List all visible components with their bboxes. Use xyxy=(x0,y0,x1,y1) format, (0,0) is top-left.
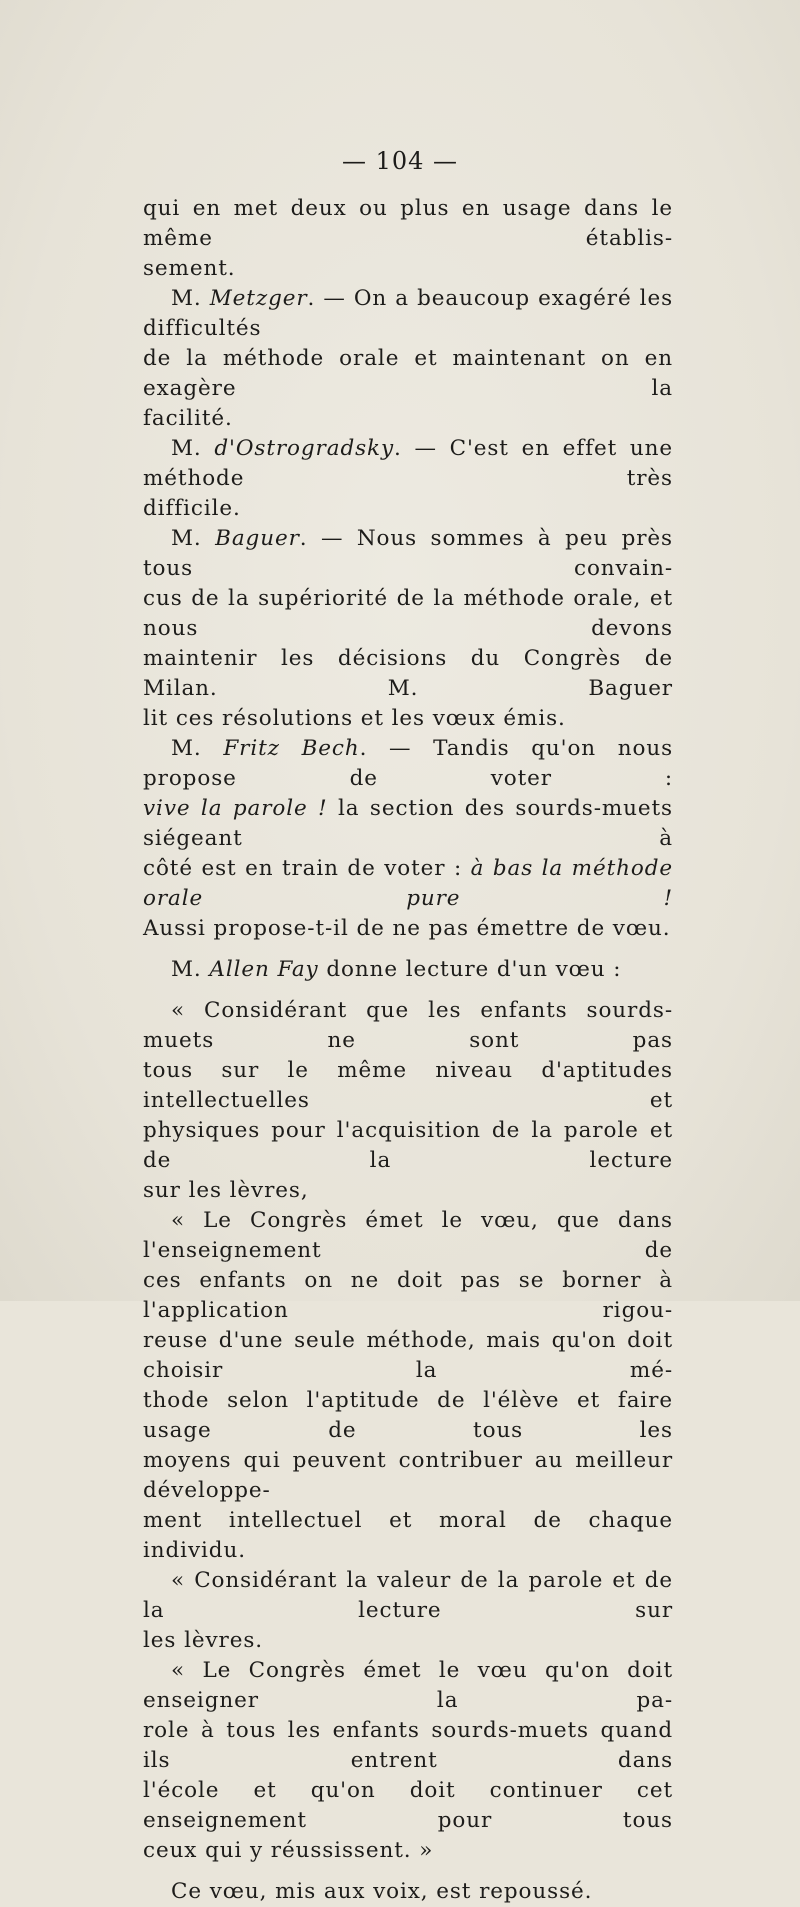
text-line xyxy=(143,734,673,794)
text-line: thode selon l'aptitude de l'élève et faire usage de tous les xyxy=(143,1388,673,1443)
text-line: role à tous les enfants sourds-muets quand ils entrent dans xyxy=(143,1718,673,1773)
text-line: Ce vœu, mis aux voix, est repoussé. xyxy=(171,1879,593,1904)
paragraph-fritz-bech xyxy=(143,734,673,944)
text-line: les lèvres. xyxy=(143,1628,263,1653)
speaker-name: Fritz Bech xyxy=(223,736,360,761)
speaker-prefix: M. xyxy=(171,957,202,982)
text-line xyxy=(143,794,673,854)
speech-text: . — C'est en effet une méthode très xyxy=(143,436,674,491)
paragraph-considerant-1 xyxy=(143,996,673,1206)
text-line: difficile. xyxy=(143,496,241,521)
text-line xyxy=(143,284,673,344)
speaker-prefix: M. xyxy=(171,286,202,311)
speaker-name: Metzger xyxy=(209,286,308,311)
text-line: maintenir les décisions du Congrès de Milan. M. Baguer xyxy=(143,646,673,701)
speech-text: . — Nous sommes à peu près tous convain- xyxy=(143,526,673,581)
text-line: « Considérant que les enfants sourds-muets ne sont pas xyxy=(143,998,673,1053)
speaker-prefix: M. xyxy=(171,436,202,461)
paragraph-baguer xyxy=(143,524,673,734)
speech-text: . — Tandis qu'on nous propose de voter : xyxy=(143,736,674,791)
text-line: sur les lèvres, xyxy=(143,1178,309,1203)
paragraph-voeu-1 xyxy=(143,1206,673,1566)
paragraph-considerant-2 xyxy=(143,1566,673,1656)
speaker-name: Baguer xyxy=(215,526,300,551)
text-line: ment intellectuel et moral de chaque individu. xyxy=(143,1508,673,1563)
speaker-prefix: M. xyxy=(171,526,202,551)
paragraph-conclusion xyxy=(143,1877,673,1907)
paragraph-metzger xyxy=(143,284,673,434)
text-line: l'école et qu'on doit continuer cet enseignement pour tous xyxy=(143,1778,673,1833)
speech-text: la section des sourds-muets siégeant à xyxy=(143,796,673,851)
quote-italic: vive la parole ! xyxy=(143,796,328,821)
text-line: cus de la supériorité de la méthode orale, et nous devons xyxy=(143,586,673,641)
speech-text: . — On a beaucoup exagéré les difficultés xyxy=(143,286,674,341)
page-number: — 104 — xyxy=(341,147,459,175)
text-line: ces enfants on ne doit pas se borner à l'application rigou- xyxy=(143,1268,673,1323)
text-line: « Le Congrès émet le vœu qu'on doit enseigner la pa- xyxy=(143,1658,673,1713)
quote-italic: à bas la méthode orale pure ! xyxy=(143,856,673,911)
text-line: Aussi propose-t-il de ne pas émettre de vœu. xyxy=(143,916,671,941)
speaker-name: Allen Fay xyxy=(209,957,319,982)
text-line: « Le Congrès émet le vœu, que dans l'enseignement de xyxy=(143,1208,673,1263)
text-line: lit ces résolutions et les vœux émis. xyxy=(143,706,566,731)
text-line xyxy=(143,524,673,584)
text-line: physiques pour l'acquisition de la parole et de la lecture xyxy=(143,1118,673,1173)
text-line xyxy=(143,854,673,914)
speech-text: côté est en train de voter : xyxy=(143,856,471,881)
text-line: sement. xyxy=(143,256,236,281)
text-line: qui en met deux ou plus en usage dans le même établis- xyxy=(143,196,673,251)
paragraph-ostrogradsky xyxy=(143,434,673,524)
paragraph-continuation xyxy=(143,194,673,284)
paragraph-allen-fay xyxy=(143,955,673,985)
text-line: de la méthode orale et maintenant on en exagère la xyxy=(143,346,673,401)
text-line: reuse d'une seule méthode, mais qu'on doit choisir la mé- xyxy=(143,1328,673,1383)
text-line xyxy=(143,434,673,494)
text-line: ceux qui y réussissent. » xyxy=(143,1838,434,1863)
body-text xyxy=(143,194,673,1907)
speaker-name: d'Ostrogradsky xyxy=(214,436,395,461)
text-line: « Considérant la valeur de la parole et de la lecture sur xyxy=(143,1568,673,1623)
text-line xyxy=(143,955,673,985)
text-line: moyens qui peuvent contribuer au meilleur développe- xyxy=(143,1448,673,1503)
speech-text: donne lecture d'un vœu : xyxy=(318,957,622,982)
text-line: facilité. xyxy=(143,406,233,431)
speaker-prefix: M. xyxy=(171,736,202,761)
text-line: tous sur le même niveau d'aptitudes intellectuelles et xyxy=(143,1058,673,1113)
paragraph-voeu-2 xyxy=(143,1656,673,1866)
